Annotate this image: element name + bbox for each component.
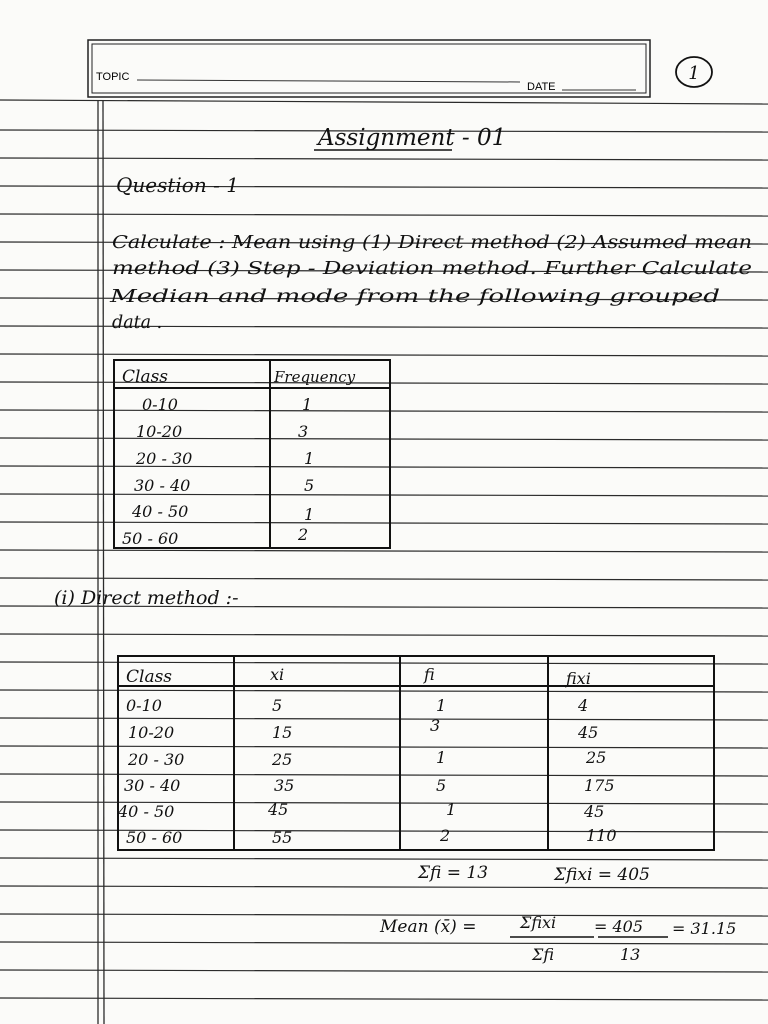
direct-table-cell: 25	[586, 748, 607, 767]
direct-table-cell: 175	[584, 776, 615, 795]
data-table-row	[135, 449, 314, 468]
direct-table-cell: 3	[430, 716, 441, 735]
mean-label: Mean (x̄) =	[380, 917, 477, 937]
data-table-header-class: Class	[122, 367, 169, 387]
page-number: 1	[688, 63, 700, 84]
data-table-cell: 0-10	[142, 395, 178, 414]
data-table-cell: 1	[304, 449, 315, 468]
direct-table-cell: 50 - 60	[126, 828, 183, 847]
direct-table-cell: 45	[584, 802, 605, 821]
question-label: Question - 1	[116, 173, 239, 197]
data-table-cell: 3	[298, 422, 309, 441]
direct-table-cell: 5	[272, 696, 283, 715]
direct-table-cell: 1	[436, 696, 447, 715]
direct-table-cell: 2	[440, 826, 451, 845]
mean-result: = 31.15	[672, 919, 737, 938]
direct-table-header-xi: xi	[270, 665, 285, 684]
direct-table-cell: 1	[436, 748, 447, 767]
question-line-1: Calculate : Mean using (1) Direct method (2) Assumed mean	[112, 233, 752, 253]
direct-table-cell: 110	[586, 826, 617, 845]
direct-table-header-fixi: fixi	[566, 669, 591, 688]
topic-label: TOPIC	[96, 71, 130, 83]
direct-table-header-fi: fi	[424, 665, 435, 684]
data-table-cell: 2	[298, 525, 309, 544]
direct-table-cell: 45	[578, 723, 599, 742]
direct-table-row	[124, 776, 615, 795]
margin-lines	[98, 100, 104, 1024]
sum-fixi: Σfixi = 405	[554, 865, 650, 885]
direct-table-cell: 5	[436, 776, 447, 795]
data-table-row	[131, 502, 314, 524]
direct-table-cell: 0-10	[126, 696, 162, 715]
data-table-row	[122, 525, 308, 548]
direct-table-cell: 30 - 40	[124, 776, 181, 795]
data-table-cell: 5	[304, 476, 315, 495]
direct-table-cell: 45	[268, 800, 289, 819]
data-table-row	[134, 476, 314, 495]
direct-table-cell: 35	[274, 776, 295, 795]
data-table-cell: 30 - 40	[134, 476, 191, 495]
mean-eq-numerator: = 405	[594, 917, 644, 936]
direct-table-cell: 25	[272, 750, 293, 769]
direct-table-cell: 10-20	[128, 723, 175, 742]
direct-table-row	[126, 696, 588, 715]
assignment-title: Assignment - 01	[318, 125, 507, 151]
mean-denominator: Σfi	[532, 945, 554, 964]
data-table-cell: 50 - 60	[122, 529, 179, 548]
data-table-cell: 10-20	[136, 422, 183, 441]
direct-table-cell: 1	[446, 800, 457, 819]
direct-table-row	[127, 748, 606, 769]
direct-table-cell: 20 - 30	[128, 750, 185, 769]
mean-eq-denominator: 13	[620, 945, 641, 964]
direct-method-label: (i) Direct method :-	[54, 587, 239, 609]
direct-method-table	[117, 656, 714, 850]
data-table-cell: 40 - 50	[132, 502, 189, 521]
direct-table-cell: 55	[272, 828, 293, 847]
direct-table-header-class: Class	[126, 667, 173, 687]
question-text	[109, 233, 752, 333]
sum-fi: Σfi = 13	[418, 863, 489, 883]
data-table-cell: 1	[304, 505, 315, 524]
data-table-header-frequency: Frequency	[274, 368, 356, 386]
direct-table-cell: 15	[272, 723, 293, 742]
direct-table-cell: 40 - 50	[118, 802, 175, 821]
mean-numerator: Σfixi	[520, 913, 557, 932]
data-table-cell: 1	[302, 395, 313, 414]
mean-formula	[379, 913, 736, 964]
question-line-3: Median and mode from the following grouped	[108, 287, 720, 307]
page-number-badge	[676, 57, 712, 87]
date-label: DATE	[527, 81, 556, 93]
header-box	[88, 40, 650, 97]
data-table	[114, 360, 390, 548]
question-line-2: method (3) Step - Deviation method. Further Calculate	[112, 259, 752, 279]
question-line-4: data .	[112, 313, 163, 333]
direct-table-cell: 4	[578, 696, 589, 715]
data-table-cell: 20 - 30	[136, 449, 193, 468]
direct-table-row	[126, 826, 617, 847]
